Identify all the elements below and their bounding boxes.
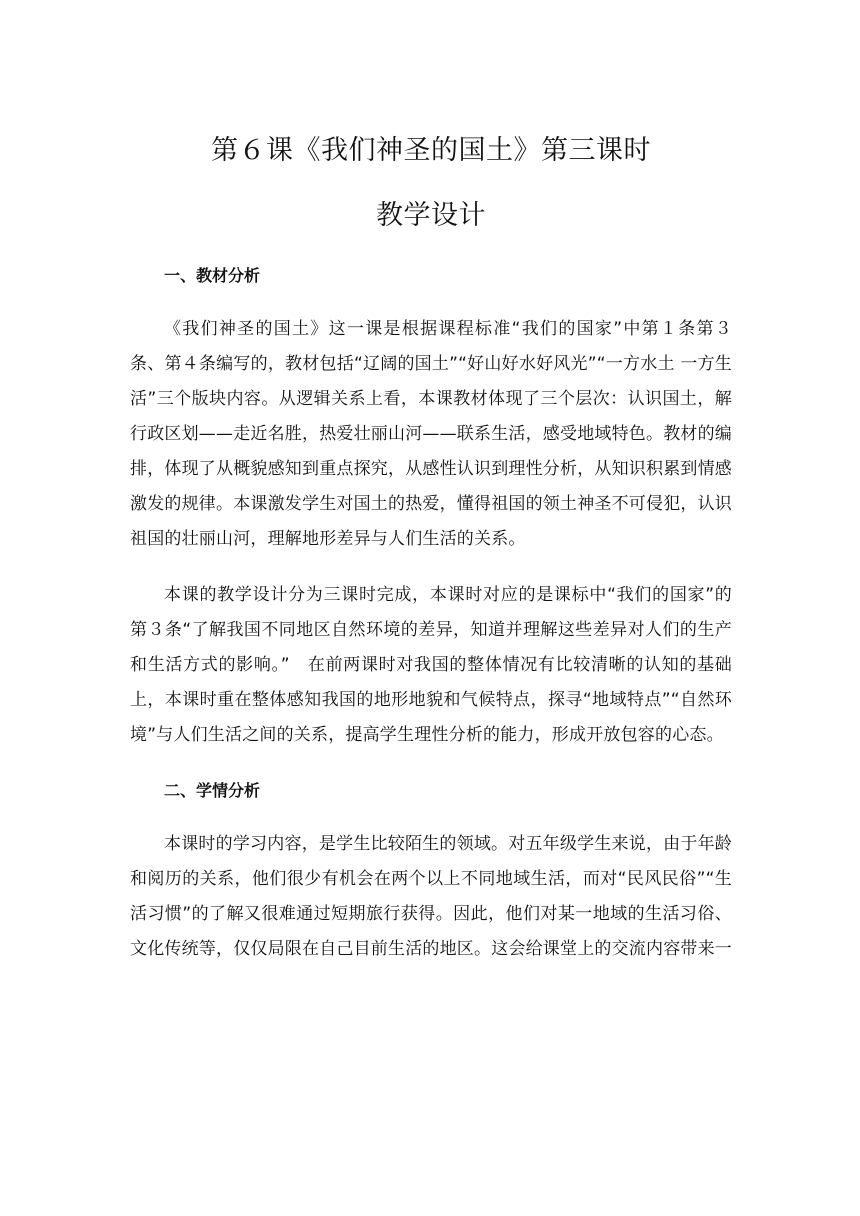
paragraph: 《我们神圣的国土》这一课是根据课程标准“我们的国家”中第１条第３条、第４条编写的，教材包括“辽阔的国土”“好山好水好风光”“一方水土 一方生活”三个版块内容。从逻辑关系上看，本课教材体现了三个层次：认识国土，解行政区划——走近名胜，热爱壮丽山河——联系生活，感受地域特色。教材的编排，体现了从概貌感知到重点探究，从感性认识到理性分析，从知识积累到情感激发的规律。本课激发学生对国土的热爱，懂得祖国的领土神圣不可侵犯，认识祖国的壮丽山河，理解地形差异与人们生活的关系。: [130, 319, 732, 549]
section-heading: 一、教材分析: [164, 266, 261, 285]
section-heading: 二、学情分析: [164, 781, 261, 800]
section-student-analysis: [130, 779, 732, 967]
paragraph: 本课时的学习内容，是学生比较陌生的领域。对五年级学生来说，由于年龄和阅历的关系，他们很少有机会在两个以上不同地域生活，而对“民风民俗”“生活习惯”的了解又很难通过短期旅行获得。因此，他们对某一地域的生活习俗、文化传统等，仅仅局限在自己目前生活的地区。这会给课堂上的交流内容带来一: [130, 834, 732, 959]
paragraph: 本课的教学设计分为三课时完成，本课时对应的是课标中“我们的国家”的第３条“了解我国不同地区自然环境的差异，知道并理解这些差异对人们的生产和生活方式的影响。” 在前两课时对我国的整体情况有比较清晰的认知的基础上，本课时重在整体感知我国的地形地貌和气候特点，探寻“地域特点”“自然环境”与人们生活之间的关系，提高学生理性分析的能力，形成开放包容的心态。: [130, 585, 732, 745]
document-title: 第６课《我们神圣的国土》第三课时: [211, 135, 651, 166]
document-subtitle: 教学设计: [376, 200, 486, 231]
section-textbook-analysis: [130, 264, 732, 753]
